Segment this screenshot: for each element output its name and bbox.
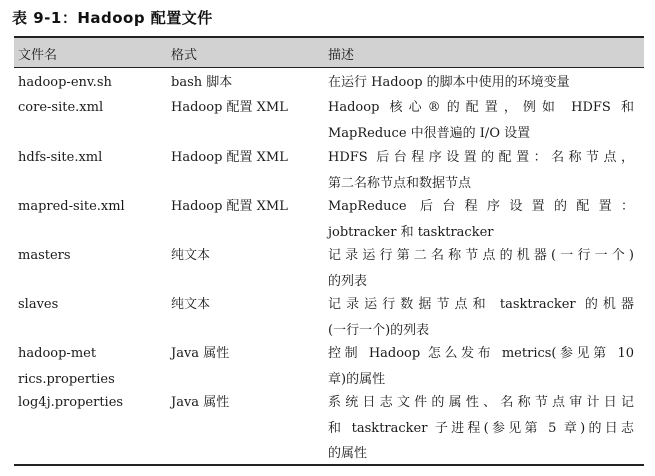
description-cell <box>328 145 634 196</box>
format-cell <box>171 243 321 269</box>
description-text: 在运行 Hadoop 的脚本中使用的环境变量 <box>328 75 570 90</box>
table-row <box>14 390 644 464</box>
filename-text: hadoop-env.sh <box>18 75 112 90</box>
table-bottom-rule <box>14 464 644 466</box>
filename-cell <box>18 95 168 121</box>
table-row <box>14 145 644 194</box>
description-text: 章)的属性 <box>328 371 386 387</box>
format-cell <box>171 292 321 318</box>
description-cell <box>328 341 634 392</box>
description-cell <box>328 70 634 96</box>
filename-cell <box>18 194 168 220</box>
filename-text: hdfs-site.xml <box>18 150 103 165</box>
header-format: 格式 <box>171 48 198 63</box>
description-cell <box>328 194 634 245</box>
format-cell <box>171 95 321 121</box>
filename-text: hadoop-met <box>18 346 97 361</box>
format-cell <box>171 341 321 367</box>
description-text: 记录运行第二名称节点的机器(一行一个) <box>328 248 634 263</box>
description-text: HDFS 后台程序设置的配置：名称节点， <box>328 150 634 165</box>
description-text: 和 tasktracker 子进程(参见第 5 章)的日志 <box>328 420 634 436</box>
format-text: Hadoop 配置 XML <box>171 199 288 214</box>
format-text: Hadoop 配置 XML <box>171 150 288 165</box>
format-cell <box>171 145 321 171</box>
description-cell <box>328 95 634 146</box>
description-cell <box>328 243 634 294</box>
table-row <box>14 341 644 390</box>
table-row <box>14 194 644 243</box>
description-text: Hadoop 核心®的配置，例如 HDFS 和 <box>328 100 634 115</box>
filename-cell <box>18 390 168 416</box>
filename-text: rics.properties <box>18 371 115 387</box>
table-header <box>14 36 644 68</box>
filename-cell <box>18 145 168 171</box>
format-text: Java 属性 <box>171 395 230 410</box>
filename-text: slaves <box>18 297 59 312</box>
format-text: bash 脚本 <box>171 75 233 90</box>
format-text: Hadoop 配置 XML <box>171 100 288 115</box>
description-text: jobtracker 和 tasktracker <box>328 224 494 240</box>
description-text: MapReduce 中很普遍的 I/O 设置 <box>328 125 531 141</box>
format-text: 纯文本 <box>171 297 211 312</box>
header-filename: 文件名 <box>18 48 58 63</box>
filename-cell <box>18 243 168 269</box>
filename-cell <box>18 70 168 96</box>
description-text: 的属性 <box>328 446 368 461</box>
description-text: 记录运行数据节点和 tasktracker 的机器 <box>328 297 634 312</box>
table-row <box>14 70 644 95</box>
description-text: 的列表 <box>328 273 368 289</box>
filename-cell <box>18 292 168 318</box>
description-cell <box>328 292 634 343</box>
table-caption: 表 9-1：Hadoop 配置文件 <box>12 9 213 27</box>
filename-text: core-site.xml <box>18 100 104 115</box>
format-cell <box>171 194 321 220</box>
config-files-table <box>14 36 644 464</box>
filename-text: log4j.properties <box>18 395 124 410</box>
table-row <box>14 292 644 341</box>
description-text: 第二名称节点和数据节点 <box>328 175 472 191</box>
table-row <box>14 243 644 292</box>
filename-text: mapred-site.xml <box>18 199 125 214</box>
format-text: 纯文本 <box>171 248 211 263</box>
table-row <box>14 95 644 145</box>
format-cell <box>171 390 321 416</box>
description-cell <box>328 390 634 467</box>
description-text: (一行一个)的列表 <box>328 322 430 338</box>
filename-text: masters <box>18 248 71 263</box>
description-text: 控制 Hadoop 怎么发布 metrics(参见第 10 <box>328 346 634 361</box>
description-text: 系统日志文件的属性、名称节点审计日记 <box>328 395 634 410</box>
filename-cell <box>18 341 168 392</box>
header-description: 描述 <box>328 48 355 63</box>
format-cell <box>171 70 321 96</box>
description-text: MapReduce 后台程序设置的配置： <box>328 199 634 214</box>
format-text: Java 属性 <box>171 346 230 361</box>
